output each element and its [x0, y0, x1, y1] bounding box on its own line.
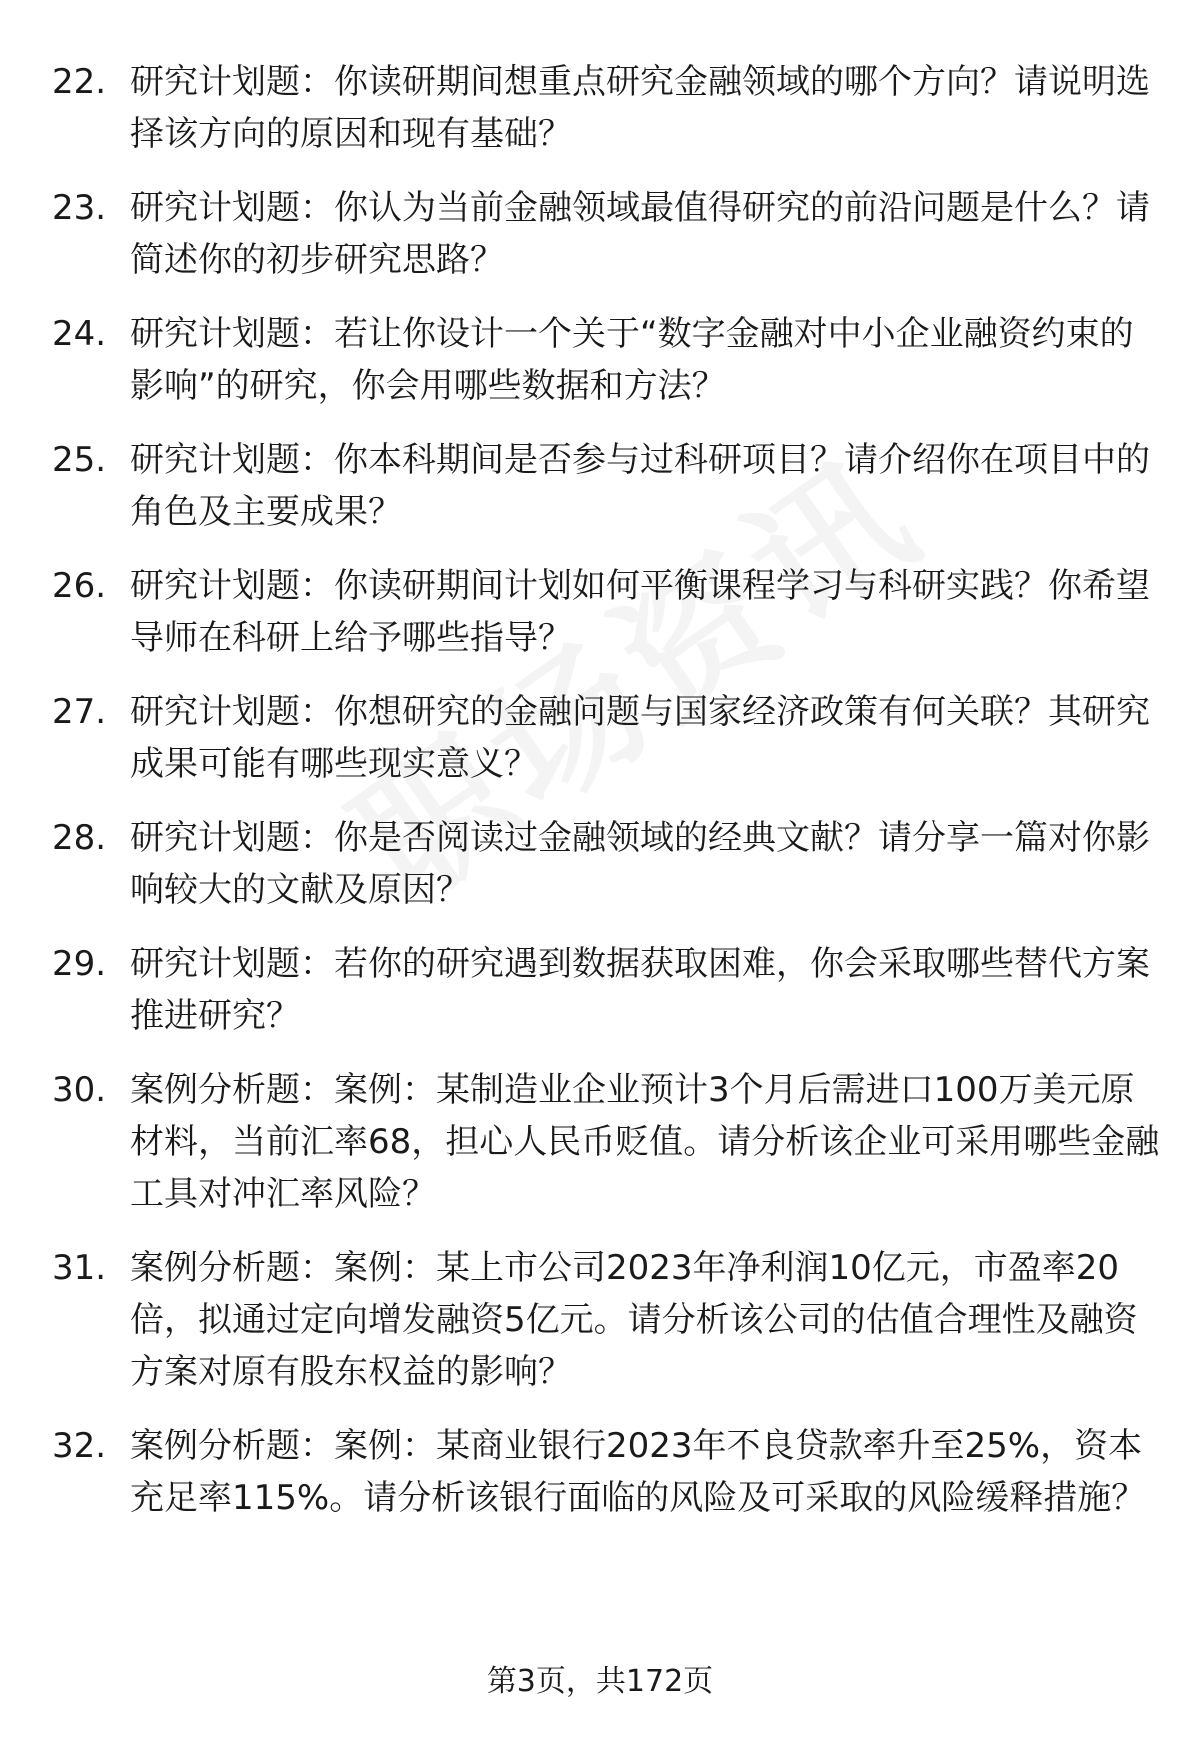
question-text: 研究计划题：你本科期间是否参与过科研项目？请介绍你在项目中的角色及主要成果？ [130, 440, 1150, 532]
question-text: 案例分析题：案例：某商业银行2023年不良贷款率升至25%，资本充足率115%。请分析该银行面临的风险及可采取的风险缓释措施？ [130, 1426, 1146, 1518]
page-number-footer: 第3页，共172页 [486, 1664, 714, 1699]
question-list [52, 56, 1162, 1546]
question-item [52, 434, 1162, 538]
question-item [52, 1420, 1162, 1524]
question-text: 案例分析题：案例：某上市公司2023年净利润10亿元，市盈率20倍，拟通过定向增发融资5亿元。请分析该公司的估值合理性及融资方案对原有股东权益的影响？ [130, 1248, 1138, 1392]
question-text: 研究计划题：你是否阅读过金融领域的经典文献？请分享一篇对你影响较大的文献及原因？ [130, 818, 1150, 910]
question-item [52, 1064, 1162, 1220]
question-text: 研究计划题：你读研期间想重点研究金融领域的哪个方向？请说明选择该方向的原因和现有基础？ [130, 62, 1150, 154]
question-number: 25. [52, 440, 107, 480]
question-number: 23. [52, 188, 107, 228]
question-number: 22. [52, 62, 107, 102]
question-number: 28. [52, 818, 107, 858]
question-number: 32. [52, 1426, 107, 1466]
question-item [52, 560, 1162, 664]
question-item [52, 812, 1162, 916]
question-number: 30. [52, 1070, 107, 1110]
question-number: 31. [52, 1248, 107, 1288]
question-item [52, 308, 1162, 412]
question-number: 27. [52, 692, 107, 732]
question-text: 案例分析题：案例：某制造业企业预计3个月后需进口100万美元原材料，当前汇率68，担心人民币贬值。请分析该企业可采用哪些金融工具对冲汇率风险？ [130, 1070, 1160, 1214]
question-item [52, 1242, 1162, 1398]
question-text: 研究计划题：若让你设计一个关于“数字金融对中小企业融资约束的影响”的研究，你会用哪些数据和方法？ [130, 314, 1134, 406]
question-item [52, 182, 1162, 286]
question-number: 24. [52, 314, 107, 354]
question-item [52, 686, 1162, 790]
question-text: 研究计划题：你认为当前金融领域最值得研究的前沿问题是什么？请简述你的初步研究思路？ [130, 188, 1150, 280]
question-text: 研究计划题：你想研究的金融问题与国家经济政策有何关联？其研究成果可能有哪些现实意义？ [130, 692, 1150, 784]
question-item [52, 938, 1162, 1042]
question-number: 26. [52, 566, 107, 606]
question-text: 研究计划题：若你的研究遇到数据获取困难，你会采取哪些替代方案推进研究？ [130, 944, 1150, 1036]
question-text: 研究计划题：你读研期间计划如何平衡课程学习与科研实践？你希望导师在科研上给予哪些指导？ [130, 566, 1150, 658]
question-number: 29. [52, 944, 107, 984]
question-item [52, 56, 1162, 160]
